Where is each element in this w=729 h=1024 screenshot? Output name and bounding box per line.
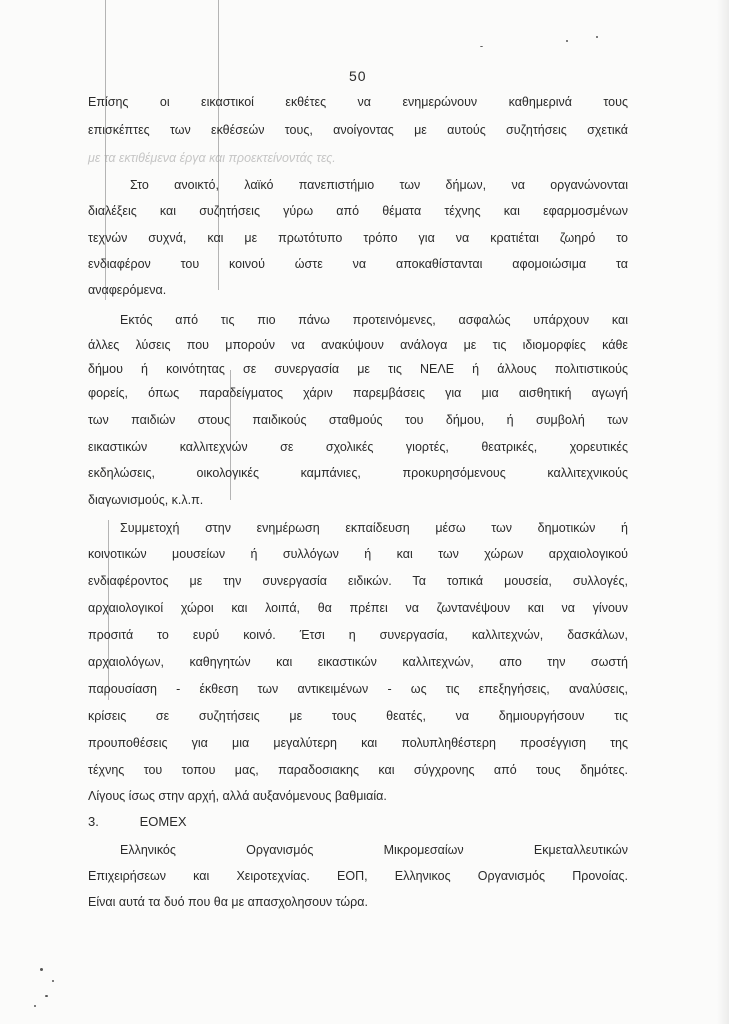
section-body-line-2: Επιχειρήσεων και Χειροτεχνίας. ΕΟΠ, Ελληνικος Οργανισμός Προνοίας.	[88, 869, 628, 883]
section-title: ΕΟΜΕΧ	[139, 814, 187, 829]
section-body-line-3: Είναι αυτά τα δυό που θα με απασχολησουν τώρα.	[88, 895, 368, 909]
paragraph-3-line-6: εικαστικών καλλιτεχνών σε σχολικές γιορτές, θεατρικές, χορευτικές	[88, 440, 628, 454]
paragraph-4-line-2: κοινοτικών μουσείων ή συλλόγων ή και των χώρων αρχαιολογικού	[88, 547, 628, 561]
page-number: 50	[349, 68, 367, 84]
paragraph-3-line-5: των παιδιών στους παιδικούς σταθμούς του δήμου, ή συμβολή των	[88, 413, 628, 427]
paragraph-4-line-9: προυποθέσεις για μια μεγαλύτερη και πολυπληθέστερη προσέγγιση της	[88, 736, 628, 750]
scan-speck	[52, 980, 54, 982]
section-number: 3.	[88, 814, 99, 829]
paragraph-2-line-1: Στο ανοικτό, λαϊκό πανεπιστήμιο των δήμων, να οργανώνονται	[130, 178, 628, 192]
paragraph-4-line-3: ενδιαφέροντος με την συνεργασία ειδικών. Τα τοπικά μουσεία, συλλογές,	[88, 574, 628, 588]
paragraph-4-line-7: παρουσίαση - έκθεση των αντικειμένων - ως τις επεξηγήσεις, αναλύσεις,	[88, 682, 628, 696]
paragraph-4-line-11: Λίγους ίσως στην αρχή, αλλά αυξανόμενους βαθμιαία.	[88, 789, 387, 803]
paragraph-3-line-2: άλλες λύσεις που μπορούν να ανακύψουν ανάλογα με τις ιδιομορφίες κάθε	[88, 338, 628, 352]
scan-speck	[40, 968, 43, 971]
scan-speck	[596, 36, 598, 38]
paragraph-3-line-8: διαγωνισμούς, κ.λ.π.	[88, 493, 204, 507]
paragraph-2-line-5: αναφερόμενα.	[88, 283, 167, 297]
section-body-line-1: Ελληνικός Οργανισμός Μικρομεσαίων Εκμεταλλευτικών	[120, 843, 628, 857]
paragraph-4-line-1: Συμμετοχή στην ενημέρωση εκπαίδευση μέσω των δημοτικών ή	[120, 521, 628, 535]
paragraph-1-line-3: με τα εκτιθέμενα έργα και προεκτείνοντάς τες.	[88, 151, 336, 165]
scan-speck	[34, 1005, 36, 1007]
scan-speck	[566, 40, 568, 42]
scan-speck	[480, 46, 483, 47]
paragraph-3-line-3: δήμου ή κοινότητας σε συνεργασία με τις ΝΕΛΕ ή άλλους πολιτιστικούς	[88, 362, 628, 376]
paragraph-4-line-4: αρχαιολογικοί χώροι και λοιπά, θα πρέπει να ζωντανέψουν και να γίνουν	[88, 601, 628, 615]
paragraph-2-line-3: τεχνών συχνά, και με πρωτότυπο τρόπο για να κρατιέται ζωηρό το	[88, 231, 628, 245]
paragraph-4-line-5: προσιτά το ευρύ κοινό. Έτσι η συνεργασία, καλλιτεχνών, δασκάλων,	[88, 628, 628, 642]
paragraph-1-line-1: Επίσης οι εικαστικοί εκθέτες να ενημερώνουν καθημερινά τους	[88, 95, 628, 109]
paragraph-2-line-2: διαλέξεις και συζητήσεις γύρω από θέματα τέχνης και εφαρμοσμένων	[88, 204, 628, 218]
section-heading	[88, 812, 187, 832]
paragraph-4-line-10: τέχνης του τοπου μας, παραδοσιακης και σύγχρονης από τους δημότες.	[88, 763, 628, 777]
scan-edge-shadow	[717, 0, 729, 1024]
paragraph-2-line-4: ενδιαφέρον του κοινού ώστε να αποκαθίστανται αφομοιώσιμα τα	[88, 257, 628, 271]
scan-speck	[45, 995, 48, 997]
paragraph-1-line-2: επισκέπτες των εκθέσεών τους, ανοίγοντας με αυτούς συζητήσεις σχετικά	[88, 123, 628, 137]
paragraph-4-line-8: κρίσεις σε συζητήσεις με τους θεατές, να δημιουργήσουν τις	[88, 709, 628, 723]
paragraph-3-line-1: Εκτός από τις πιο πάνω προτεινόμενες, ασφαλώς υπάρχουν και	[120, 313, 628, 327]
paragraph-3-line-4: φορείς, όπως παραδείγματος χάριν παρεμβάσεις για μια αισθητική αγωγή	[88, 386, 628, 400]
paragraph-4-line-6: αρχαιολόγων, καθηγητών και εικαστικών καλλιτεχνών, απο την σωστή	[88, 655, 628, 669]
paragraph-3-line-7: εκδηλώσεις, οικολογικές καμπάνιες, προκυρησόμενους καλλιτεχνικούς	[88, 466, 628, 480]
